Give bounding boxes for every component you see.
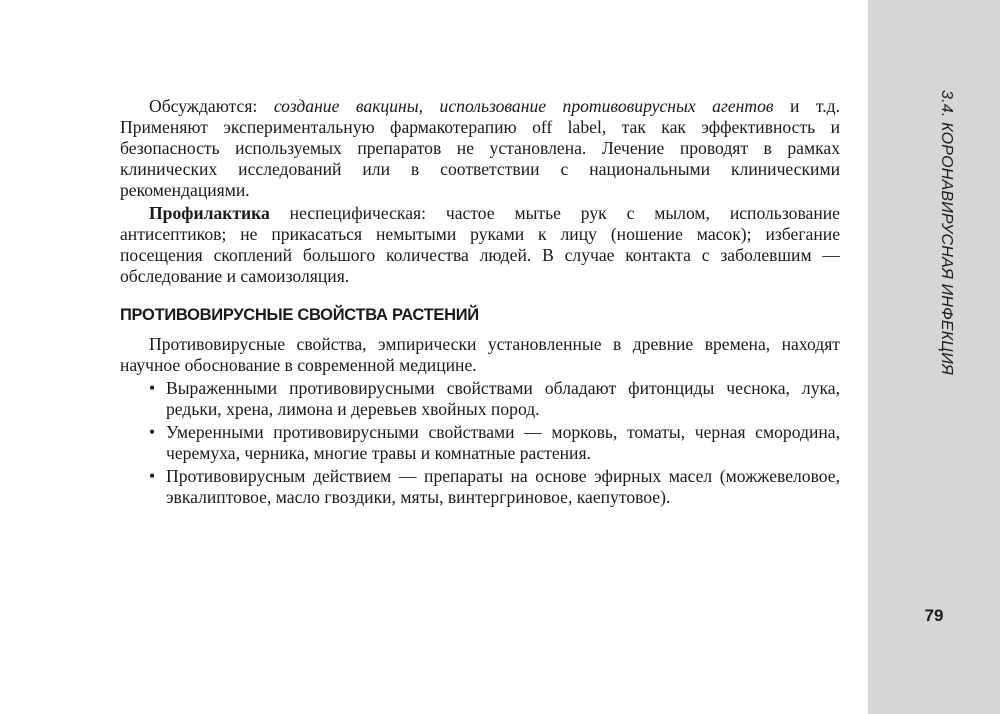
prevention-term: Профилактика xyxy=(149,203,270,223)
bullet-item xyxy=(120,466,840,508)
chapter-title: 3.4. КОРОНАВИРУСНАЯ ИНФЕКЦИЯ xyxy=(938,90,955,376)
paragraph-plants-intro: Противовирусные свойства, эмпирически установленные в древние времена, находят научное обоснование в современной медицине. xyxy=(120,334,840,375)
section-heading: ПРОТИВОВИРУСНЫЕ СВОЙСТВА РАСТЕНИЙ xyxy=(120,306,479,324)
bullet-icon: • xyxy=(149,422,156,442)
bullet-list xyxy=(120,378,840,508)
paragraph-treatment-lead: Обсуждаются: xyxy=(149,96,274,116)
bullet-icon: • xyxy=(149,378,156,398)
page-content xyxy=(120,96,840,510)
chapter-sidebar xyxy=(868,0,1000,714)
bullet-text: Умеренными противовирусными свойствами — морковь, томаты, черная смородина, черемуха, черника, многие травы и комнатные растения. xyxy=(166,422,840,463)
bullet-item xyxy=(120,422,840,464)
paragraph-treatment-rest: и т.д. Применяют экспериментальную фармакотерапию off label, так как эффективность и безопасность используемых препаратов не установлена. Лечение проводят в рамках клинических исследований или в соответствии с национальными клиническими рекомендациями. xyxy=(120,96,841,200)
paragraph-prevention xyxy=(120,203,840,287)
bullet-text: Противовирусным действием — препараты на основе эфирных масел (можжевеловое, эвкалиптовое, масло гвоздики, мяты, винтергриновое, каепутовое). xyxy=(166,466,840,507)
bullet-item xyxy=(120,378,840,420)
paragraph-treatment-italic: создание вакцины, использование противовирусных агентов xyxy=(273,96,774,116)
bullet-icon: • xyxy=(149,466,156,486)
bullet-text: Выраженными противовирусными свойствами обладают фитонциды чеснока, лука, редьки, хрена, лимона и деревьев хвойных пород. xyxy=(166,378,840,419)
page-number: 79 xyxy=(924,606,944,625)
paragraph-prevention-rest: неспецифическая: частое мытье рук с мылом, использование антисептиков; не прикасаться немытыми руками к лицу (ношение масок); избегание посещения скоплений большого количества людей. В случае контакта с заболевшим — обследование и самоизоляция. xyxy=(120,203,840,286)
paragraph-treatment xyxy=(120,96,840,201)
